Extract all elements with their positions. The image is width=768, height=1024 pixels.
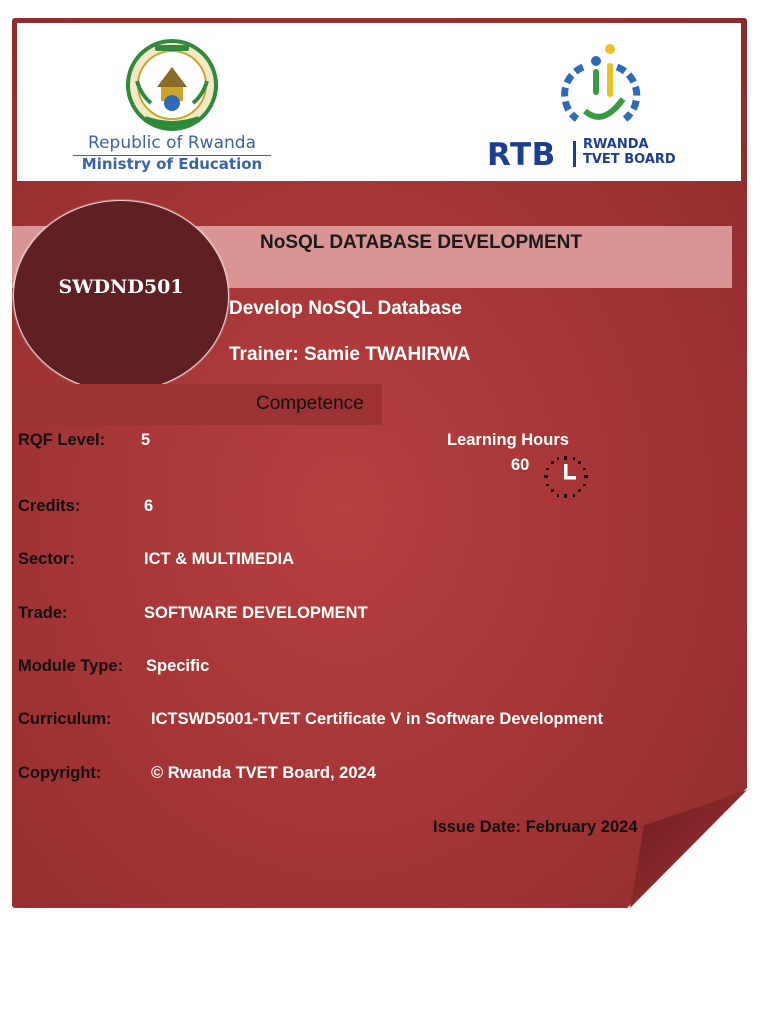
competence-label: Competence [256, 393, 364, 414]
module-type-label: Module Type: [18, 657, 124, 675]
module-code: SWDND501 [58, 276, 184, 298]
rtb-name [583, 137, 676, 167]
curriculum-value: ICTSWD5001-TVET Certificate V in Software Development [151, 710, 604, 728]
module-title: NoSQL DATABASE DEVELOPMENT [260, 232, 582, 253]
issue-date: Issue Date: February 2024 [433, 818, 638, 836]
rtb-gear-logo-icon [485, 37, 710, 135]
curriculum-label: Curriculum: [18, 710, 112, 728]
trade-value: SOFTWARE DEVELOPMENT [144, 604, 368, 622]
divider [573, 141, 576, 167]
credits-value: 6 [144, 497, 154, 515]
rtb-name-line1: RWANDA [583, 137, 649, 152]
rqf-level-label: RQF Level: [18, 431, 106, 449]
ministry-logo [67, 37, 277, 177]
rwanda-coat-of-arms-icon [67, 37, 277, 133]
logo-header [17, 23, 741, 181]
rqf-level-value: 5 [141, 431, 151, 449]
module-type-value: Specific [146, 657, 210, 675]
rtb-name-line2: TVET BOARD [583, 152, 676, 167]
rtb-abbr: RTB [487, 137, 556, 173]
clock-icon [542, 454, 590, 500]
module-subtitle: Develop NoSQL Database [229, 298, 463, 319]
trainer-name: Trainer: Samie TWAHIRWA [229, 344, 471, 365]
rtb-logo [485, 37, 710, 177]
trade-label: Trade: [18, 604, 68, 622]
sector-value: ICT & MULTIMEDIA [144, 550, 295, 568]
learning-hours-value: 60 [511, 456, 530, 474]
credits-label: Credits: [18, 497, 81, 515]
sector-label: Sector: [18, 550, 75, 568]
copyright-label: Copyright: [18, 764, 102, 782]
copyright-value: © Rwanda TVET Board, 2024 [151, 764, 376, 782]
learning-hours-label: Learning Hours [447, 431, 569, 449]
ministry-name: Ministry of Education [81, 155, 263, 173]
gov-name: Republic of Rwanda [88, 133, 256, 153]
